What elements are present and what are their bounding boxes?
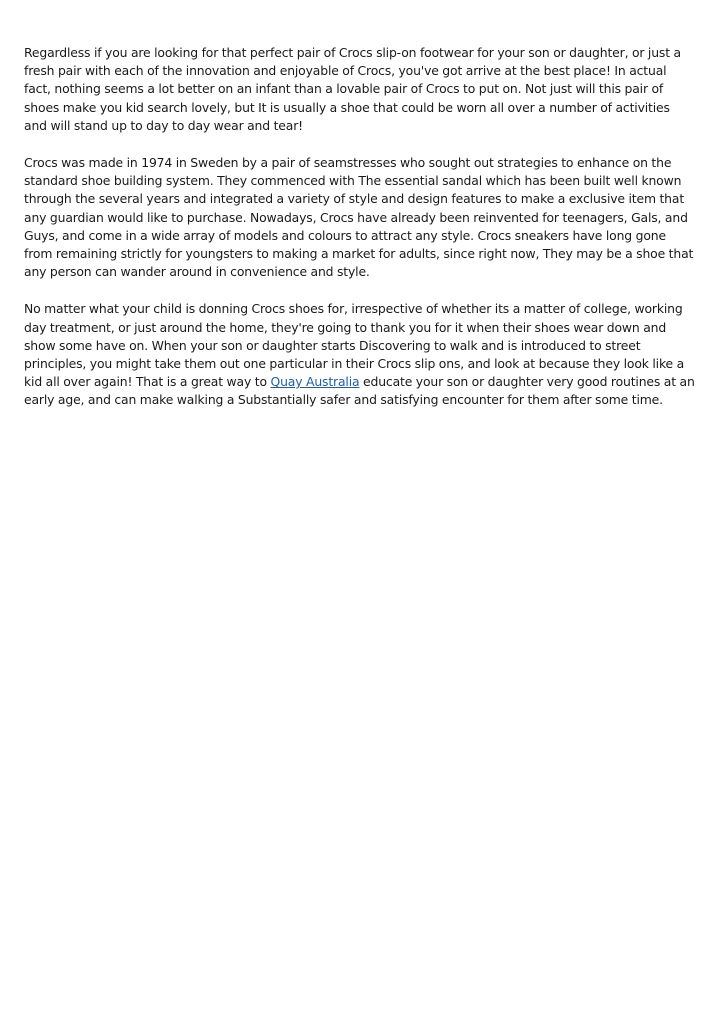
document-body	[24, 44, 696, 429]
paragraph-benefits-text-after: educate your son or daughter very good routines at an early age, and can make walking a Substantially safer and satisfying encounter for them after some time.	[24, 374, 695, 408]
paragraph-intro: Regardless if you are looking for that perfect pair of Crocs slip-on footwear for your son or daughter, or just a fresh pair with each of the innovation and enjoyable of Crocs, you've got arrive at the best place! In actual fact, nothing seems a lot better on an infant than a lovable pair of Crocs to put on. Not just will this pair of shoes make you kid search lovely, but It is usually a shoe that could be worn all over a number of activities and will stand up to day to day wear and tear!	[24, 45, 681, 133]
quay-australia-link[interactable]: Quay Australia	[270, 374, 360, 390]
paragraph-history: Crocs was made in 1974 in Sweden by a pair of seamstresses who sought out strategies to enhance on the standard shoe building system. They commenced with The essential sandal which has been built well known through the several years and integrated a variety of style and design features to make a exclusive item that any guardian would like to purchase. Nowadays, Crocs have already been reinvented for teenagers, Gals, and Guys, and come in a wide array of models and colours to attract any style. Crocs sneakers have long gone from remaining strictly for youngsters to making a market for adults, since right now, They may be a shoe that any person can wander around in convenience and style.	[24, 155, 694, 280]
paragraph-benefits-text-before: No matter what your child is donning Crocs shoes for, irrespective of whether its a matter of college, working day treatment, or just around the home, they're going to thank you for it when their shoes wear down and show some have on. When your son or daughter starts Discovering to walk and is introduced to street principles, you might take them out one particular in their Crocs slip ons, and look at because they look like a kid all over again! That is a great way to	[24, 301, 685, 390]
paragraph-benefits	[24, 300, 696, 409]
